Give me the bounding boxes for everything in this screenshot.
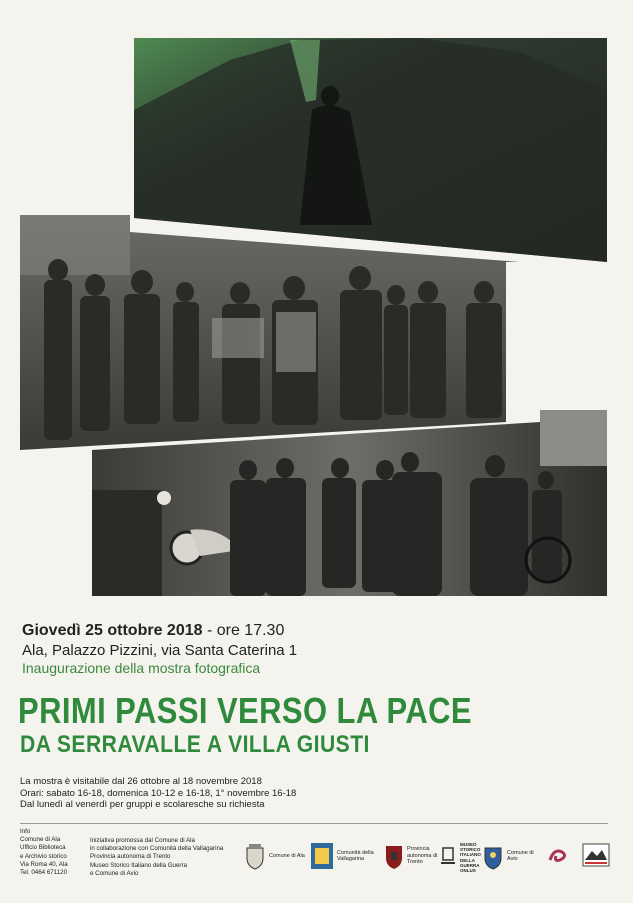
info-line: Tel. 0464 671120 [20, 869, 68, 877]
details-line: La mostra è visitabile dal 26 ottobre al 18 novembre 2018 [20, 776, 262, 787]
event-subtitle: Inaugurazione della mostra fotografica [22, 660, 261, 676]
details-line: Orari: sabato 16-18, domenica 10-12 e 16-18, 1° novembre 16-18 [20, 787, 297, 799]
trento-shield-icon [384, 842, 404, 870]
event-time: - ore 17.30 [202, 622, 285, 639]
info-contact [20, 828, 68, 877]
logo-comune-ala [244, 842, 305, 870]
promoters [90, 837, 223, 878]
logo-label: Provincia autonoma di Trento [407, 846, 438, 866]
exhibition-details [20, 776, 296, 811]
promo-line: in collaborazione con Comunità della Vallagarina [90, 845, 224, 853]
swirl-logo-icon [546, 842, 572, 868]
logo-label: Comunità della Vallagarina [337, 849, 374, 862]
logo-label: Comune di Ala [269, 852, 305, 859]
coat-of-arms-ala-icon [244, 842, 266, 870]
info-line: Via Roma 40, Ala [20, 860, 68, 868]
promo-line: Provincia autonoma di Trento [90, 853, 171, 861]
mountain-badge-logo-icon [582, 842, 610, 868]
coat-of-arms-avio-icon [482, 842, 504, 870]
promo-line: Museo Storico Italiano della Guerra [90, 861, 187, 869]
info-line: e Archivio storico [20, 852, 67, 860]
info-line: Comune di Ala [20, 836, 61, 844]
logo-vallagarina [310, 842, 377, 870]
museo-logo-icon [439, 844, 457, 872]
secondary-title: DA SERRAVALLE A VILLA GIUSTI [20, 731, 370, 758]
event-datetime [22, 622, 612, 640]
event-info [22, 622, 612, 676]
logo-label: MUSEO STORICO ITALIANO DELLA GUERRA ONLUS [460, 842, 481, 874]
details-line: Dal lunedì al venerdì per gruppi e scolaresche su richiesta [20, 799, 265, 810]
logo-comune-avio [482, 842, 535, 870]
sponsor-logos [244, 842, 614, 876]
logo-label: Comune di Avio [507, 849, 534, 862]
logo-trento [384, 842, 441, 870]
logo-mountain-badge [582, 842, 610, 868]
divider [20, 823, 608, 824]
photo-mountain-soldier [134, 38, 607, 262]
event-date: Giovedì 25 ottobre 2018 [22, 622, 203, 639]
promo-line: e Comune di Avio [90, 869, 139, 877]
info-heading: Info [20, 828, 31, 835]
logo-swirl [546, 842, 572, 868]
main-title: PRIMI PASSI VERSO LA PACE [18, 690, 473, 731]
promo-line: Iniziativa promossa dal Comune di Ala [90, 837, 195, 844]
event-location: Ala, Palazzo Pizzini, via Santa Caterina 1 [22, 642, 298, 659]
vallagarina-logo-icon [310, 842, 334, 870]
info-line: Ufficio Biblioteca [20, 844, 66, 852]
